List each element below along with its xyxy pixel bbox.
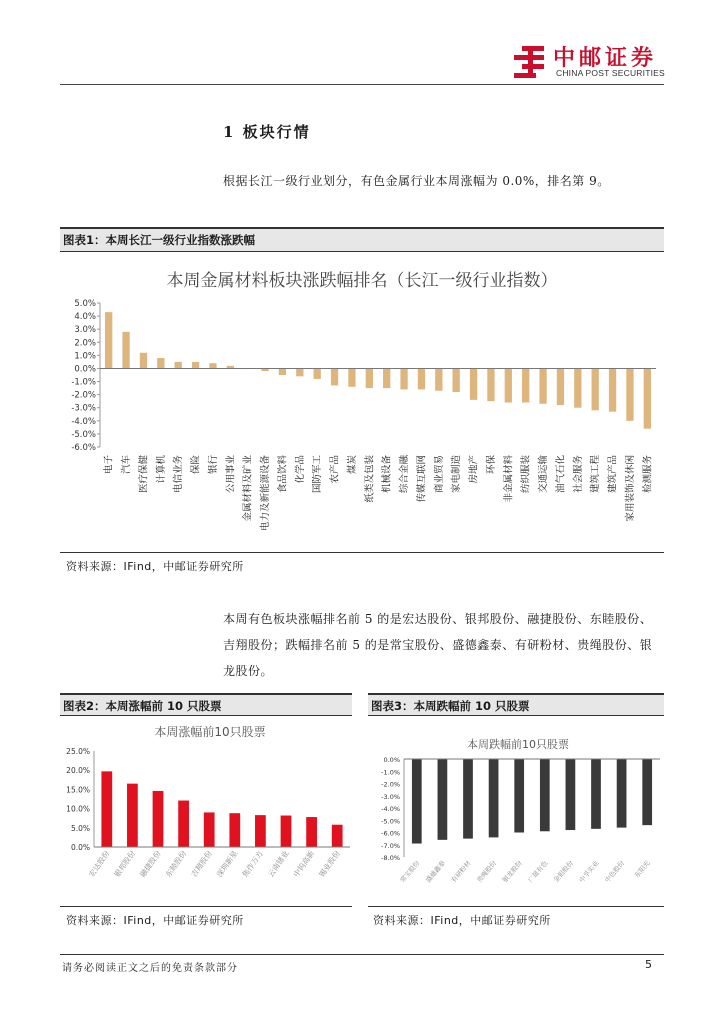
y-tick-label: 0.0%: [70, 843, 90, 852]
x-category-label: 贵绳股份: [475, 859, 499, 885]
x-category-label: 电力及新能源设备: [260, 455, 272, 532]
bar: [127, 784, 138, 847]
x-category-label: 家用装饰及休闲: [624, 455, 636, 522]
bar: [153, 791, 164, 847]
y-tick-label: 1.0%: [74, 351, 96, 362]
y-tick-label: 20.0%: [66, 766, 90, 776]
figure2-caption-bar: [60, 693, 352, 716]
y-tick-label: 0.0%: [74, 364, 96, 375]
bar: [348, 368, 355, 386]
y-tick-label: 15.0%: [66, 785, 90, 795]
x-category-label: 房地产: [468, 455, 480, 484]
y-tick-label: 10.0%: [66, 804, 90, 814]
bar: [540, 759, 550, 831]
x-category-label: 机械设备: [381, 455, 393, 494]
figure3-caption-bar: [368, 693, 664, 716]
bar: [453, 368, 460, 392]
x-category-label: 商业贸易: [433, 455, 445, 494]
bar: [644, 368, 651, 428]
y-tick-label: -4.0%: [71, 416, 96, 427]
bar: [539, 368, 546, 403]
bar: [566, 759, 576, 830]
chart-title: 本周跌幅前10只股票: [467, 738, 569, 751]
x-category-label: 中钨高新: [291, 848, 317, 879]
figure1-bottom-rule: [60, 552, 664, 553]
bar: [592, 368, 599, 410]
y-tick-label: -4.0%: [381, 805, 400, 813]
chart1-industry-returns: [60, 295, 664, 550]
bar: [574, 368, 581, 407]
bar: [101, 771, 112, 847]
y-tick-label: -3.0%: [71, 403, 96, 414]
x-category-label: 中孚实业: [577, 859, 601, 885]
bar: [178, 801, 189, 847]
bar: [229, 813, 240, 847]
bar: [400, 368, 407, 389]
x-category-label: 交通运输: [538, 455, 550, 494]
x-category-label: 纸类及包装: [364, 455, 376, 503]
y-tick-label: -1.0%: [71, 377, 96, 388]
x-category-label: 广晟有色: [526, 859, 550, 885]
x-category-label: 银行: [207, 455, 219, 475]
bar: [505, 368, 512, 402]
figure2-bottom-rule: [60, 906, 352, 907]
x-category-label: 深圳新星: [214, 848, 240, 879]
bar: [157, 358, 164, 368]
bar: [306, 817, 317, 847]
x-category-label: 家电制造: [451, 455, 463, 494]
x-category-label: 检测服务: [642, 455, 654, 494]
x-category-label: 盛德鑫泰: [424, 859, 447, 885]
x-category-label: 吉翔股份: [189, 848, 214, 879]
x-category-label: 综合金融: [399, 455, 411, 494]
x-category-label: 有研粉材: [449, 859, 473, 885]
x-category-label: 东睦股份: [163, 848, 189, 879]
y-tick-label: 5.0%: [70, 823, 90, 833]
brand-name-cn: 中邮证券: [553, 46, 658, 71]
chart2-top-gainers: [60, 718, 352, 903]
y-tick-label: -6.0%: [381, 829, 400, 838]
x-category-label: 电子: [103, 455, 115, 475]
y-tick-label: 0.0%: [383, 756, 400, 764]
x-category-label: 宏达股份: [86, 848, 112, 879]
bar: [332, 825, 343, 847]
bar: [642, 759, 652, 825]
y-tick-label: -2.0%: [381, 780, 400, 789]
y-tick-label: 3.0%: [74, 325, 96, 336]
x-category-label: 金属材料及矿业: [242, 455, 254, 522]
bar: [514, 759, 524, 833]
figure1-source: 资料来源：IFind，中邮证券研究所: [66, 560, 244, 573]
paragraph-industry-ranking: 根据长江一级行业划分，有色金属行业本周涨幅为 0.0%，排名第 9。: [223, 174, 610, 188]
bar: [418, 368, 425, 389]
chart1-title: 本周金属材料板块涨跌幅排名（长江一级行业指数）: [166, 271, 558, 291]
figure3-bottom-rule: [368, 906, 664, 907]
footer-disclaimer: 请务必阅读正文之后的免责条款部分: [62, 963, 238, 974]
x-category-label: 食品饮料: [277, 455, 289, 494]
x-category-label: 非金属材料: [503, 455, 515, 503]
x-category-label: 计算机: [155, 455, 167, 484]
page-number: 5: [645, 958, 652, 971]
x-category-label: 纺织服装: [520, 455, 532, 494]
x-category-label: 公用事业: [225, 455, 237, 494]
x-category-label: 建筑产品: [607, 455, 619, 494]
figure2-caption: 图表2：本周涨幅前 10 只股票: [63, 699, 222, 713]
x-category-label: 融捷股份: [138, 848, 163, 879]
brand-name-en: CHINA POST SECURITIES: [556, 68, 665, 78]
bar: [192, 362, 199, 369]
bar: [122, 332, 129, 369]
x-category-label: 医疗保健: [138, 455, 150, 494]
x-category-label: 汽车: [121, 455, 133, 475]
bar: [314, 368, 321, 378]
x-category-label: 银邦股份: [112, 848, 138, 879]
x-category-label: 金钼股份: [552, 859, 575, 885]
y-tick-label: -8.0%: [381, 854, 400, 862]
x-category-label: 传媒互联网: [416, 455, 428, 503]
bar: [489, 759, 499, 837]
x-category-label: 电信业务: [173, 455, 185, 494]
chart3-top-losers: [368, 718, 664, 903]
section-title: 1 板块行情: [223, 123, 311, 141]
y-tick-label: -5.0%: [71, 429, 96, 440]
bar: [331, 368, 338, 385]
y-tick-label: -2.0%: [71, 390, 96, 401]
bar: [463, 759, 473, 839]
header-divider: [60, 84, 664, 85]
x-category-label: 化学品: [294, 455, 306, 484]
bar: [296, 368, 303, 376]
bar: [209, 363, 216, 368]
bar: [366, 368, 373, 388]
x-category-label: 煤炭: [346, 455, 358, 475]
bar: [591, 759, 601, 829]
bar: [204, 812, 215, 847]
x-category-label: 银龙股份: [500, 859, 524, 885]
x-category-label: 社会服务: [572, 455, 584, 494]
y-tick-label: 25.0%: [66, 747, 90, 756]
paragraph-top-stocks: 本周有色板块涨幅排名前 5 的是宏达股份、银邦股份、融捷股份、东睦股份、吉翔股份；跌幅排名前 5 的是常宝股份、盛德鑫泰、有研粉材、贵绳股份、银龙股份。: [223, 612, 653, 678]
figure3-caption: 图表3：本周跌幅前 10 只股票: [371, 699, 530, 713]
bar: [470, 368, 477, 399]
bar: [279, 368, 286, 375]
y-tick-label: -3.0%: [381, 792, 400, 801]
bar: [522, 368, 529, 402]
x-category-label: 建筑工程: [590, 455, 602, 494]
y-tick-label: 2.0%: [74, 338, 96, 349]
chart-title: 本周涨幅前10只股票: [154, 725, 266, 739]
bar: [438, 759, 448, 840]
bar: [281, 816, 292, 847]
x-category-label: 云南锗业: [266, 848, 291, 879]
bar: [175, 362, 182, 369]
footer-divider: [60, 954, 664, 955]
bar: [609, 368, 616, 411]
x-category-label: 环保: [485, 455, 497, 475]
figure2-source: 资料来源：IFind，中邮证券研究所: [66, 914, 244, 927]
bar: [105, 312, 112, 368]
figure1-caption-bar: [60, 227, 664, 252]
x-category-label: 焦作万方: [240, 848, 266, 879]
figure3-source: 资料来源：IFind，中邮证券研究所: [373, 914, 551, 927]
x-category-label: 中色股份: [603, 859, 627, 885]
china-post-logo-icon: [512, 44, 550, 80]
x-category-label: 东阳光: [633, 859, 652, 880]
y-tick-label: -1.0%: [381, 768, 400, 777]
bar: [140, 353, 147, 369]
x-category-label: 常宝股份: [398, 859, 422, 885]
x-category-label: 农产品: [329, 455, 341, 484]
figure1-caption: 图表1：本周长江一级行业指数涨跌幅: [63, 233, 255, 247]
bar: [412, 759, 422, 844]
bar: [626, 368, 633, 420]
y-tick-label: -5.0%: [381, 817, 400, 826]
x-category-label: 锡业股份: [317, 848, 342, 879]
y-tick-label: 5.0%: [74, 299, 96, 309]
bar: [617, 759, 627, 828]
y-tick-label: -7.0%: [381, 841, 400, 850]
bar: [435, 368, 442, 390]
bar: [557, 368, 564, 405]
x-category-label: 国防军工: [312, 455, 324, 494]
bar: [383, 368, 390, 388]
y-tick-label: -6.0%: [71, 443, 96, 453]
y-tick-label: 4.0%: [74, 312, 96, 323]
x-category-label: 保险: [190, 455, 202, 475]
bar: [487, 368, 494, 401]
x-category-label: 油气石化: [555, 455, 567, 494]
bar: [255, 815, 266, 847]
